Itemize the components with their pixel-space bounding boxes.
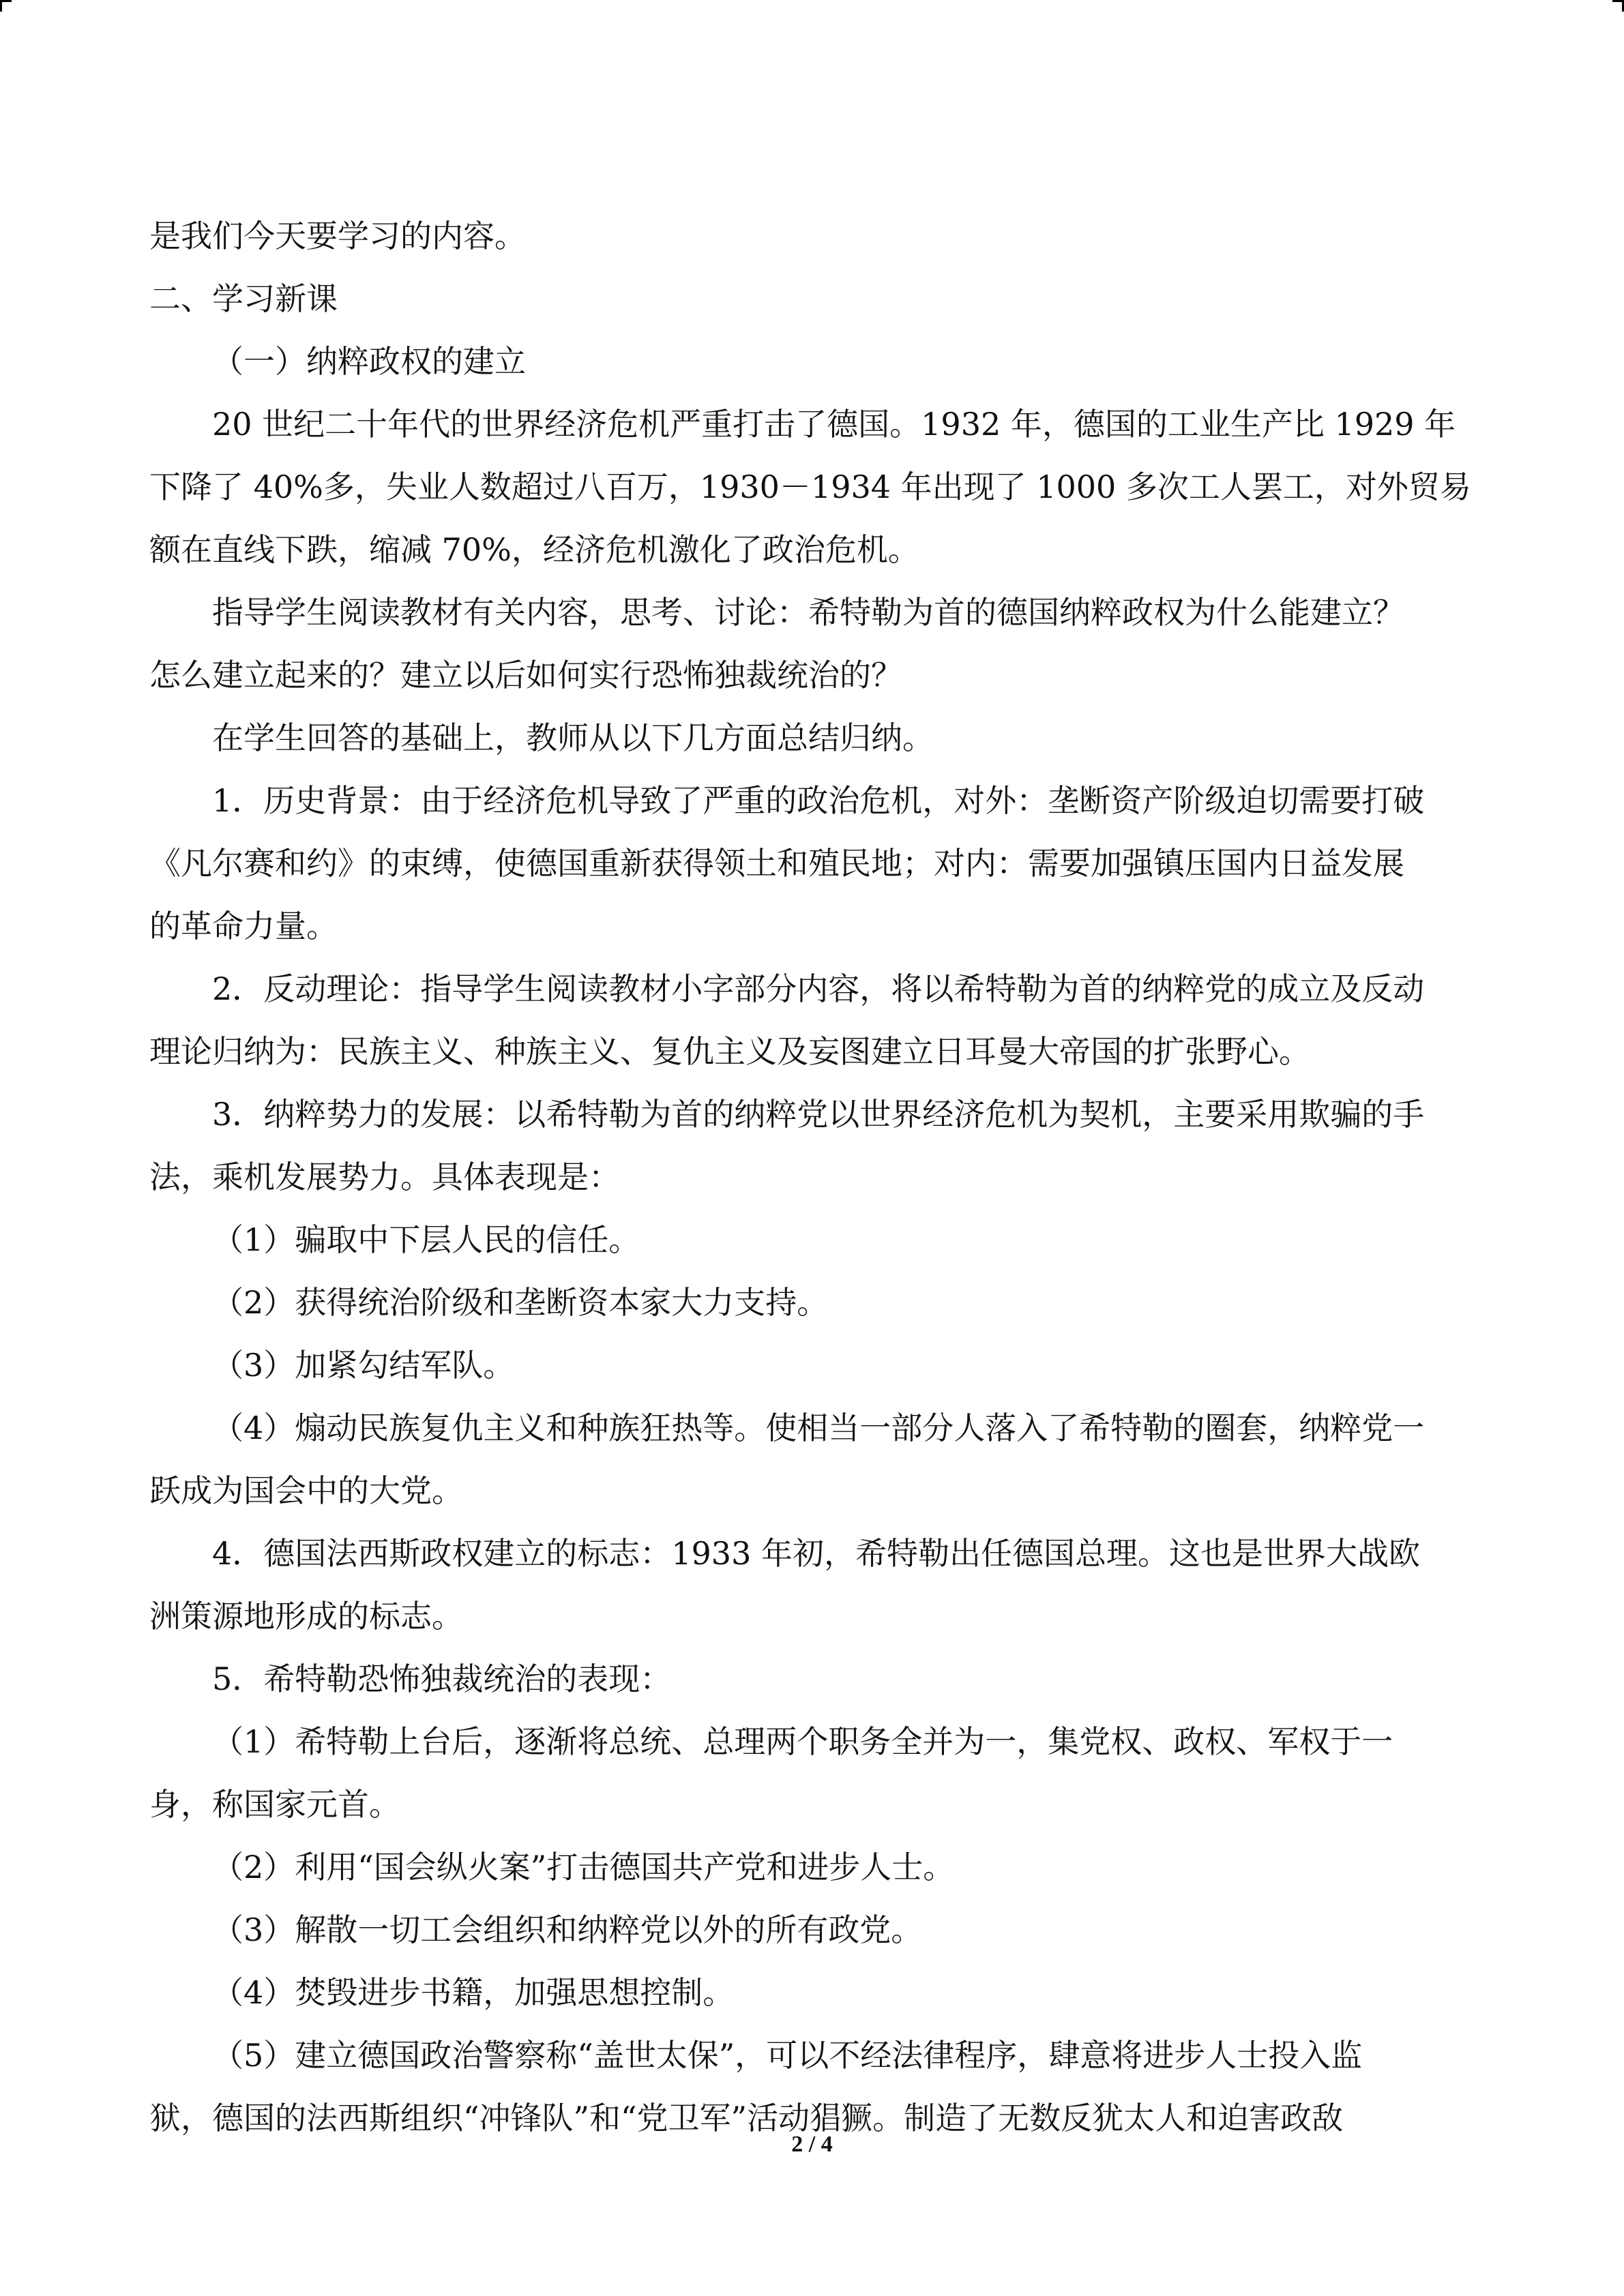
text-line: （一）纳粹政权的建立 <box>212 343 526 380</box>
crop-mark-left <box>0 0 12 12</box>
text-line: （1）希特勒上台后，逐渐将总统、总理两个职务全并为一，集党权、政权、军权于一 <box>212 1723 1393 1760</box>
text-line: （4）煽动民族复仇主义和种族狂热等。使相当一部分人落入了希特勒的圈套，纳粹党一 <box>212 1410 1425 1446</box>
text-line: 20 世纪二十年代的世界经济危机严重打击了德国。1932 年，德国的工业生产比 1929 年 <box>212 406 1456 443</box>
text-line: 理论归纳为：民族主义、种族主义、复仇主义及妄图建立日耳曼大帝国的扩张野心。 <box>149 1033 1310 1070</box>
document-body <box>149 205 1481 2149</box>
text-line: （2）获得统治阶级和垄断资本家大力支持。 <box>212 1284 829 1321</box>
text-line: 身，称国家元首。 <box>149 1786 400 1823</box>
text-line: （3）加紧勾结军队。 <box>212 1347 515 1384</box>
text-line: 是我们今天要学习的内容。 <box>149 218 526 254</box>
text-line: （3）解散一切工会组织和纳粹党以外的所有政党。 <box>212 1911 923 1948</box>
text-line: 下降了 40%多，失业人数超过八百万，1930－1934 年出现了 1000 多次工人罢工，对外贸易 <box>149 468 1471 505</box>
text-line: 狱，德国的法西斯组织“冲锋队”和“党卫军”活动猖獗。制造了无数反犹太人和迫害政敌 <box>149 2100 1344 2136</box>
page-number: 2 / 4 <box>791 2132 833 2157</box>
text-line: 3．纳粹势力的发展：以希特勒为首的纳粹党以世界经济危机为契机，主要采用欺骗的手 <box>212 1096 1425 1133</box>
text-line: 额在直线下跌，缩减 70%，经济危机激化了政治危机。 <box>149 531 919 568</box>
text-line: 《凡尔赛和约》的束缚，使德国重新获得领土和殖民地；对内：需要加强镇压国内日益发展 <box>149 845 1404 882</box>
text-line: （4）焚毁进步书籍，加强思想控制。 <box>212 1974 735 2011</box>
text-line: （1）骗取中下层人民的信任。 <box>212 1221 640 1258</box>
text-line: 法，乘机发展势力。具体表现是： <box>149 1159 620 1195</box>
text-line: 5．希特勒恐怖独裁统治的表现： <box>212 1660 672 1697</box>
text-line: 指导学生阅读教材有关内容，思考、讨论：希特勒为首的德国纳粹政权为什么能建立？ <box>212 594 1404 631</box>
text-line: （2）利用“国会纵火案”打击德国共产党和进步人士。 <box>212 1849 955 1885</box>
text-line: 2．反动理论：指导学生阅读教材小字部分内容，将以希特勒为首的纳粹党的成立及反动 <box>212 970 1425 1007</box>
crop-mark-right <box>1612 0 1624 12</box>
text-line: 在学生回答的基础上，教师从以下几方面总结归纳。 <box>212 719 934 756</box>
text-line: 二、学习新课 <box>149 280 338 317</box>
text-line: 的革命力量。 <box>149 908 338 944</box>
text-line: 4．德国法西斯政权建立的标志：1933 年初，希特勒出任德国总理。这也是世界大战欧 <box>212 1535 1420 1572</box>
text-line: 怎么建立起来的？建立以后如何实行恐怖独裁统治的？ <box>149 657 902 694</box>
text-line: （5）建立德国政治警察称“盖世太保”，可以不经法律程序，肆意将进步人士投入监 <box>212 2037 1363 2074</box>
text-line: 跃成为国会中的大党。 <box>149 1472 463 1509</box>
text-line: 1．历史背景：由于经济危机导致了严重的政治危机，对外：垄断资产阶级迫切需要打破 <box>212 782 1425 819</box>
text-line: 洲策源地形成的标志。 <box>149 1598 463 1635</box>
